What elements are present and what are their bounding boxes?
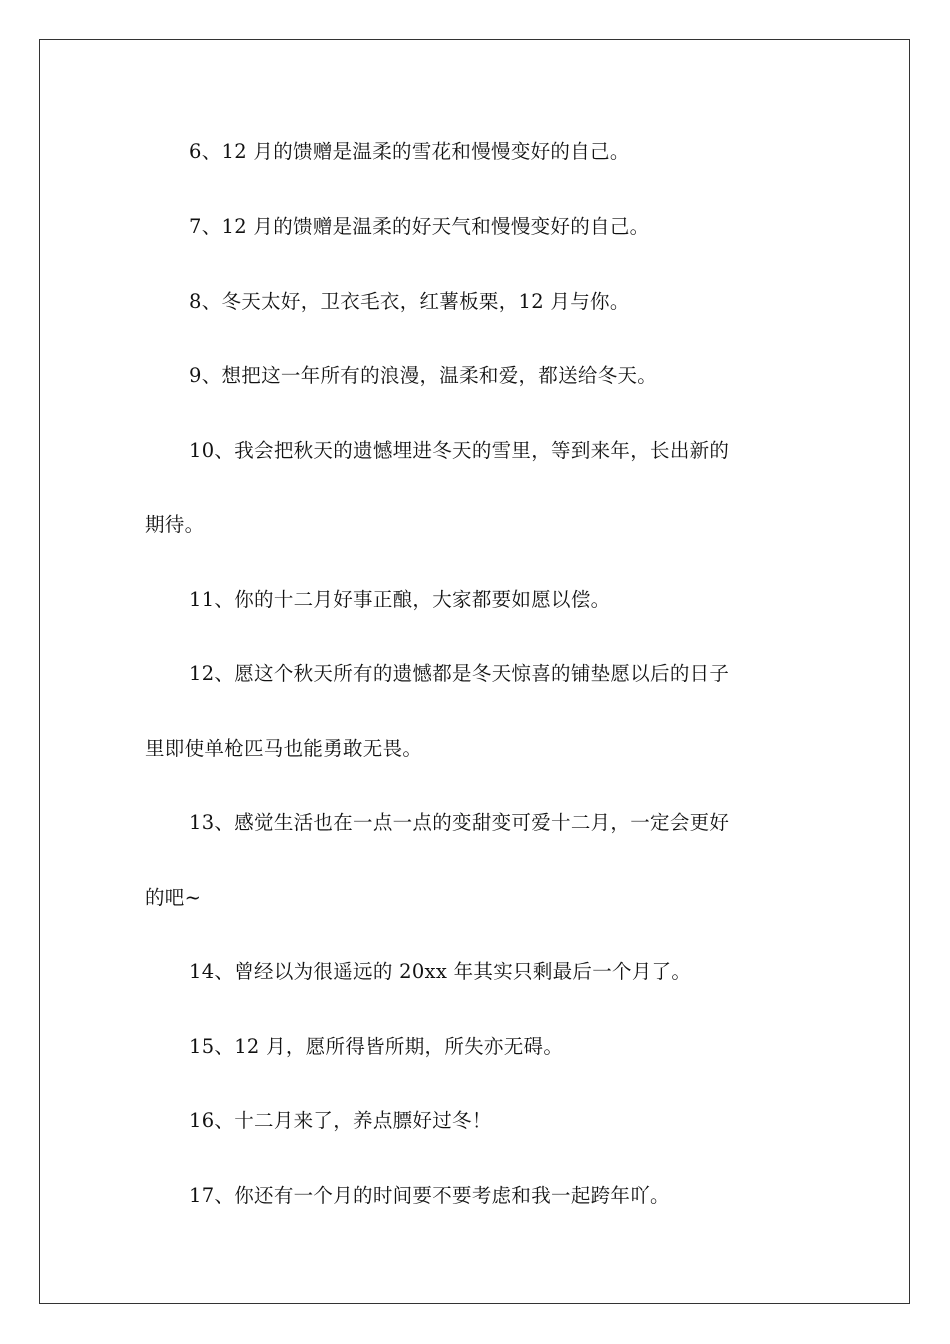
paragraph-8: 8、冬天太好，卫衣毛衣，红薯板栗，12 月与你。 [189,290,630,313]
paragraph-11: 11、你的十二月好事正酿，大家都要如愿以偿。 [189,588,611,611]
paragraph-16: 16、十二月来了，养点膘好过冬！ [189,1109,492,1132]
paragraph-12-line-2: 里即使单枪匹马也能勇敢无畏。 [145,737,423,760]
paragraph-12-line-1: 12、愿这个秋天所有的遗憾都是冬天惊喜的铺垫愿以后的日子 [189,662,730,685]
paragraph-10-line-1: 10、我会把秋天的遗憾埋进冬天的雪里，等到来年，长出新的 [189,439,730,462]
paragraph-7: 7、12 月的馈赠是温柔的好天气和慢慢变好的自己。 [189,215,650,238]
paragraph-15: 15、12 月，愿所得皆所期，所失亦无碍。 [189,1035,564,1058]
paragraph-6: 6、12 月的馈赠是温柔的雪花和慢慢变好的自己。 [189,140,630,163]
paragraph-10-line-2: 期待。 [145,513,205,536]
paragraph-17: 17、你还有一个月的时间要不要考虑和我一起跨年吖。 [189,1184,670,1207]
paragraph-13-line-2: 的吧~ [145,886,202,909]
paragraph-13-line-1: 13、感觉生活也在一点一点的变甜变可爱十二月，一定会更好 [189,811,730,834]
paragraph-14: 14、曾经以为很遥远的 20xx 年其实只剩最后一个月了。 [189,960,692,983]
paragraph-9: 9、想把这一年所有的浪漫，温柔和爱，都送给冬天。 [189,364,658,387]
